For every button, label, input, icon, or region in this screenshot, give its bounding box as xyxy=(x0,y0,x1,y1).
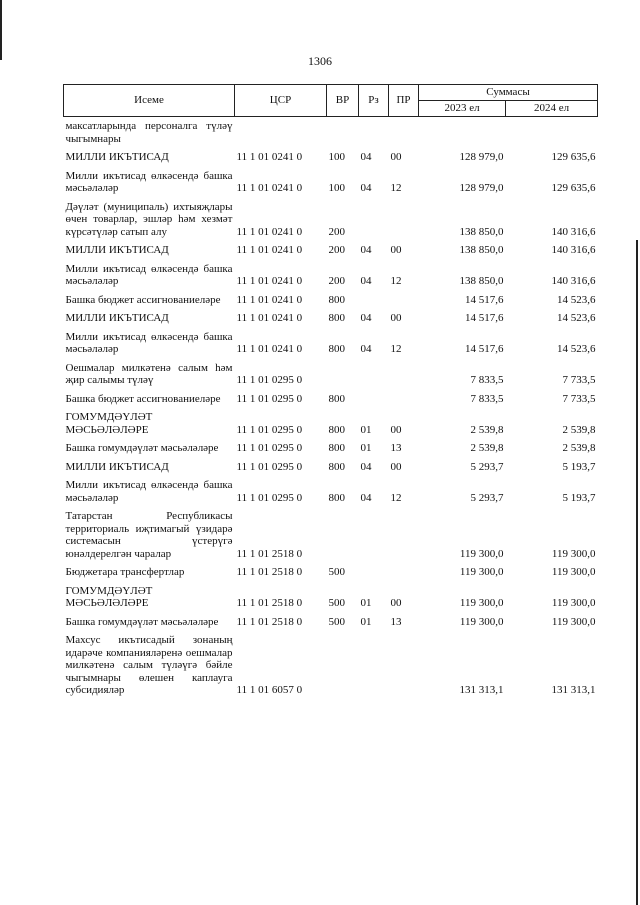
row-sum-2023: 5 293,7 xyxy=(470,460,504,473)
row-pr xyxy=(389,291,419,310)
row-sum-2023: 119 300,0 xyxy=(459,547,504,560)
row-pr: 00 xyxy=(390,460,402,473)
row-csr: 11 1 01 2518 0 xyxy=(236,615,303,628)
table-row xyxy=(64,582,598,613)
row-csr: 11 1 01 2518 0 xyxy=(236,597,303,609)
row-pr: 12 xyxy=(390,182,402,194)
row-name: Милли икътисад өлкәсендә башка мәсьәләләр xyxy=(65,262,233,287)
row-pr xyxy=(389,359,419,390)
row-sum-2024: 2 539,8 xyxy=(562,423,596,436)
row-name: Башка бюджет ассигнованиеләре xyxy=(65,293,221,306)
table-row xyxy=(64,291,598,310)
row-sum-2024: 140 316,6 xyxy=(551,275,596,287)
header-rz: Рз xyxy=(359,85,389,117)
row-sum-2024: 7 733,5 xyxy=(562,392,596,405)
row-vr xyxy=(327,631,359,700)
table-row xyxy=(64,260,598,291)
row-rz: 04 xyxy=(360,312,372,324)
row-vr: 800 xyxy=(328,423,345,436)
row-name: Милли икътисад өлкәсендә башка мәсьәләләр xyxy=(65,479,233,504)
row-name: Милли икътисад өлкәсендә башка мәсьәләләр xyxy=(65,169,233,194)
row-name: Бюджетара трансфертлар xyxy=(65,566,185,578)
row-pr xyxy=(389,563,419,582)
row-csr: 11 1 01 0241 0 xyxy=(236,225,303,238)
row-name: Махсус икътисадый зонаның идарәче компанияләренә оешмалар милкәтенә салым түләүгә бәйле чыгымнары өлешен каплауга субсидияләр xyxy=(65,634,233,696)
header-name: Исеме xyxy=(64,85,235,117)
row-vr: 100 xyxy=(328,151,345,163)
row-sum-2024: 129 635,6 xyxy=(551,182,596,194)
row-name: Татарстан Республикасы территориаль иҗтимагый үзидарә системасын үстерүгә юнәлдерелгән чаралар xyxy=(65,510,233,560)
row-name: Башка гомумдәүләт мәсьәләләре xyxy=(65,615,219,628)
row-vr: 500 xyxy=(328,597,345,609)
row-rz: 04 xyxy=(360,182,372,194)
row-vr: 800 xyxy=(328,442,345,454)
row-sum-2024: 140 316,6 xyxy=(551,225,596,238)
row-sum-2024: 119 300,0 xyxy=(551,597,596,609)
row-vr xyxy=(327,507,359,563)
row-sum-2023: 14 517,6 xyxy=(465,312,504,324)
row-rz: 04 xyxy=(360,343,372,355)
row-sum-2023: 138 850,0 xyxy=(459,225,504,238)
table-row xyxy=(64,390,598,409)
table-row xyxy=(64,148,598,167)
row-sum-2024: 5 193,7 xyxy=(562,491,596,504)
row-vr: 800 xyxy=(328,491,345,504)
table-row xyxy=(64,507,598,563)
row-csr: 11 1 01 0295 0 xyxy=(236,423,303,436)
table-row xyxy=(64,359,598,390)
row-name: МИЛЛИ ИКЪТИСАД xyxy=(65,151,169,163)
table-row xyxy=(64,631,598,700)
table-row xyxy=(64,117,598,149)
row-sum-2024: 7 733,5 xyxy=(562,374,596,386)
row-sum-2023: 138 850,0 xyxy=(459,244,504,256)
row-name: Милли икътисад өлкәсендә башка мәсьәләләр xyxy=(65,330,233,355)
row-vr: 100 xyxy=(328,182,345,194)
row-pr: 12 xyxy=(390,491,402,504)
row-rz: 01 xyxy=(360,423,372,436)
row-csr xyxy=(235,117,327,149)
row-sum-2023: 119 300,0 xyxy=(459,615,504,628)
table-row xyxy=(64,198,598,242)
page-number: 1306 xyxy=(308,54,332,68)
row-rz xyxy=(359,631,389,700)
row-pr xyxy=(389,117,419,149)
row-sum-2023: 5 293,7 xyxy=(470,491,504,504)
table-body xyxy=(64,117,598,700)
row-name: Башка бюджет ассигнованиеләре xyxy=(65,392,221,405)
row-sum-2024: 14 523,6 xyxy=(557,312,596,324)
row-pr xyxy=(389,198,419,242)
header-pr: ПР xyxy=(389,85,419,117)
row-vr: 800 xyxy=(328,343,345,355)
row-name: Дәүләт (муниципаль) ихтыяҗлары өчен товарлар, эшләр һәм хезмәт күрсәтүләр сатып алу xyxy=(65,200,233,238)
row-csr: 11 1 01 0241 0 xyxy=(236,293,303,306)
scan-edge-right xyxy=(636,240,638,905)
row-sum-2023: 131 313,1 xyxy=(459,684,504,696)
row-csr: 11 1 01 0241 0 xyxy=(236,151,303,163)
row-vr: 200 xyxy=(328,225,345,238)
row-csr: 11 1 01 2518 0 xyxy=(236,547,303,560)
row-rz xyxy=(359,359,389,390)
row-rz xyxy=(359,117,389,149)
row-rz: 04 xyxy=(360,244,372,256)
row-csr: 11 1 01 0295 0 xyxy=(236,491,303,504)
row-sum-2024: 2 539,8 xyxy=(562,442,596,454)
row-sum-2023: 7 833,5 xyxy=(470,392,504,405)
budget-table xyxy=(63,84,598,700)
table-row xyxy=(64,476,598,507)
row-name: МИЛЛИ ИКЪТИСАД xyxy=(65,312,169,324)
row-name: МИЛЛИ ИКЪТИСАД xyxy=(65,244,169,256)
row-vr: 800 xyxy=(328,460,345,473)
scan-edge-left xyxy=(0,0,2,60)
row-pr: 13 xyxy=(390,442,402,454)
row-name: ГОМУМДӘҮЛӘТ МӘСЬӘЛӘЛӘРЕ xyxy=(65,584,153,609)
row-csr: 11 1 01 0241 0 xyxy=(236,244,303,256)
row-sum-2024 xyxy=(506,117,598,149)
row-pr: 12 xyxy=(390,275,402,287)
row-pr xyxy=(389,507,419,563)
table-row xyxy=(64,439,598,458)
row-pr: 00 xyxy=(390,244,402,256)
row-name: ГОМУМДӘҮЛӘТ МӘСЬӘЛӘЛӘРЕ xyxy=(65,411,153,436)
row-name: Башка гомумдәүләт мәсьәләләре xyxy=(65,442,219,454)
row-sum-2024: 14 523,6 xyxy=(557,343,596,355)
header-sums: Суммасы xyxy=(419,85,598,101)
row-sum-2023: 128 979,0 xyxy=(459,182,504,194)
table-row xyxy=(64,167,598,198)
row-sum-2023: 128 979,0 xyxy=(459,151,504,163)
row-csr: 11 1 01 0295 0 xyxy=(236,374,303,386)
row-sum-2023: 138 850,0 xyxy=(459,275,504,287)
table-header xyxy=(64,85,598,117)
row-rz: 01 xyxy=(360,615,372,628)
row-pr: 00 xyxy=(390,423,402,436)
row-rz: 01 xyxy=(360,442,372,454)
table-row xyxy=(64,458,598,477)
row-rz xyxy=(359,390,389,409)
header-year-2024: 2024 ел xyxy=(506,101,598,117)
row-pr: 00 xyxy=(390,312,402,324)
row-csr: 11 1 01 0295 0 xyxy=(236,460,303,473)
row-vr: 500 xyxy=(328,566,345,578)
row-pr xyxy=(389,631,419,700)
row-sum-2024: 119 300,0 xyxy=(551,547,596,560)
row-sum-2024: 14 523,6 xyxy=(557,293,596,306)
row-vr xyxy=(327,117,359,149)
row-sum-2023: 119 300,0 xyxy=(459,566,504,578)
row-pr: 12 xyxy=(390,343,402,355)
row-csr: 11 1 01 0295 0 xyxy=(236,442,303,454)
row-vr: 200 xyxy=(328,244,345,256)
row-csr: 11 1 01 6057 0 xyxy=(236,684,303,696)
row-sum-2024: 5 193,7 xyxy=(562,460,596,473)
table-row xyxy=(64,309,598,328)
row-rz xyxy=(359,291,389,310)
row-pr: 00 xyxy=(390,151,402,163)
row-csr: 11 1 01 0241 0 xyxy=(236,343,303,355)
row-sum-2024: 119 300,0 xyxy=(551,566,596,578)
row-vr: 200 xyxy=(328,275,345,287)
row-vr: 800 xyxy=(328,392,345,405)
row-rz: 04 xyxy=(360,275,372,287)
row-csr: 11 1 01 0241 0 xyxy=(236,182,303,194)
row-sum-2024: 129 635,6 xyxy=(551,151,596,163)
row-rz xyxy=(359,507,389,563)
row-pr: 00 xyxy=(390,597,402,609)
row-sum-2024: 140 316,6 xyxy=(551,244,596,256)
row-csr: 11 1 01 0241 0 xyxy=(236,312,303,324)
row-csr: 11 1 01 2518 0 xyxy=(236,566,303,578)
table-row xyxy=(64,241,598,260)
row-csr: 11 1 01 0295 0 xyxy=(236,392,303,405)
row-name: максатларында персоналга түләү чыгымнары xyxy=(65,120,233,145)
row-sum-2023: 7 833,5 xyxy=(470,374,504,386)
row-name: МИЛЛИ ИКЪТИСАД xyxy=(65,460,169,473)
header-csr: ЦСР xyxy=(235,85,327,117)
row-rz: 04 xyxy=(360,460,372,473)
row-sum-2023: 2 539,8 xyxy=(470,442,504,454)
row-rz: 01 xyxy=(360,597,372,609)
row-sum-2023: 14 517,6 xyxy=(465,293,504,306)
row-rz: 04 xyxy=(360,491,372,504)
table-row xyxy=(64,328,598,359)
header-vr: ВР xyxy=(327,85,359,117)
row-csr: 11 1 01 0241 0 xyxy=(236,275,303,287)
row-sum-2024: 131 313,1 xyxy=(551,684,596,696)
table-row xyxy=(64,613,598,632)
row-sum-2023 xyxy=(419,117,506,149)
row-pr xyxy=(389,390,419,409)
table-row xyxy=(64,408,598,439)
table-row xyxy=(64,563,598,582)
row-sum-2023: 2 539,8 xyxy=(470,423,504,436)
row-pr: 13 xyxy=(390,615,402,628)
row-vr: 800 xyxy=(328,293,345,306)
header-year-2023: 2023 ел xyxy=(419,101,506,117)
row-vr: 500 xyxy=(328,615,345,628)
row-vr xyxy=(327,359,359,390)
row-vr: 800 xyxy=(328,312,345,324)
row-sum-2024: 119 300,0 xyxy=(551,615,596,628)
row-sum-2023: 119 300,0 xyxy=(459,597,504,609)
row-rz: 04 xyxy=(360,151,372,163)
row-sum-2023: 14 517,6 xyxy=(465,343,504,355)
row-name: Оешмалар милкәтенә салым һәм җир салымы түләү xyxy=(65,361,233,386)
row-rz xyxy=(359,563,389,582)
row-rz xyxy=(359,198,389,242)
